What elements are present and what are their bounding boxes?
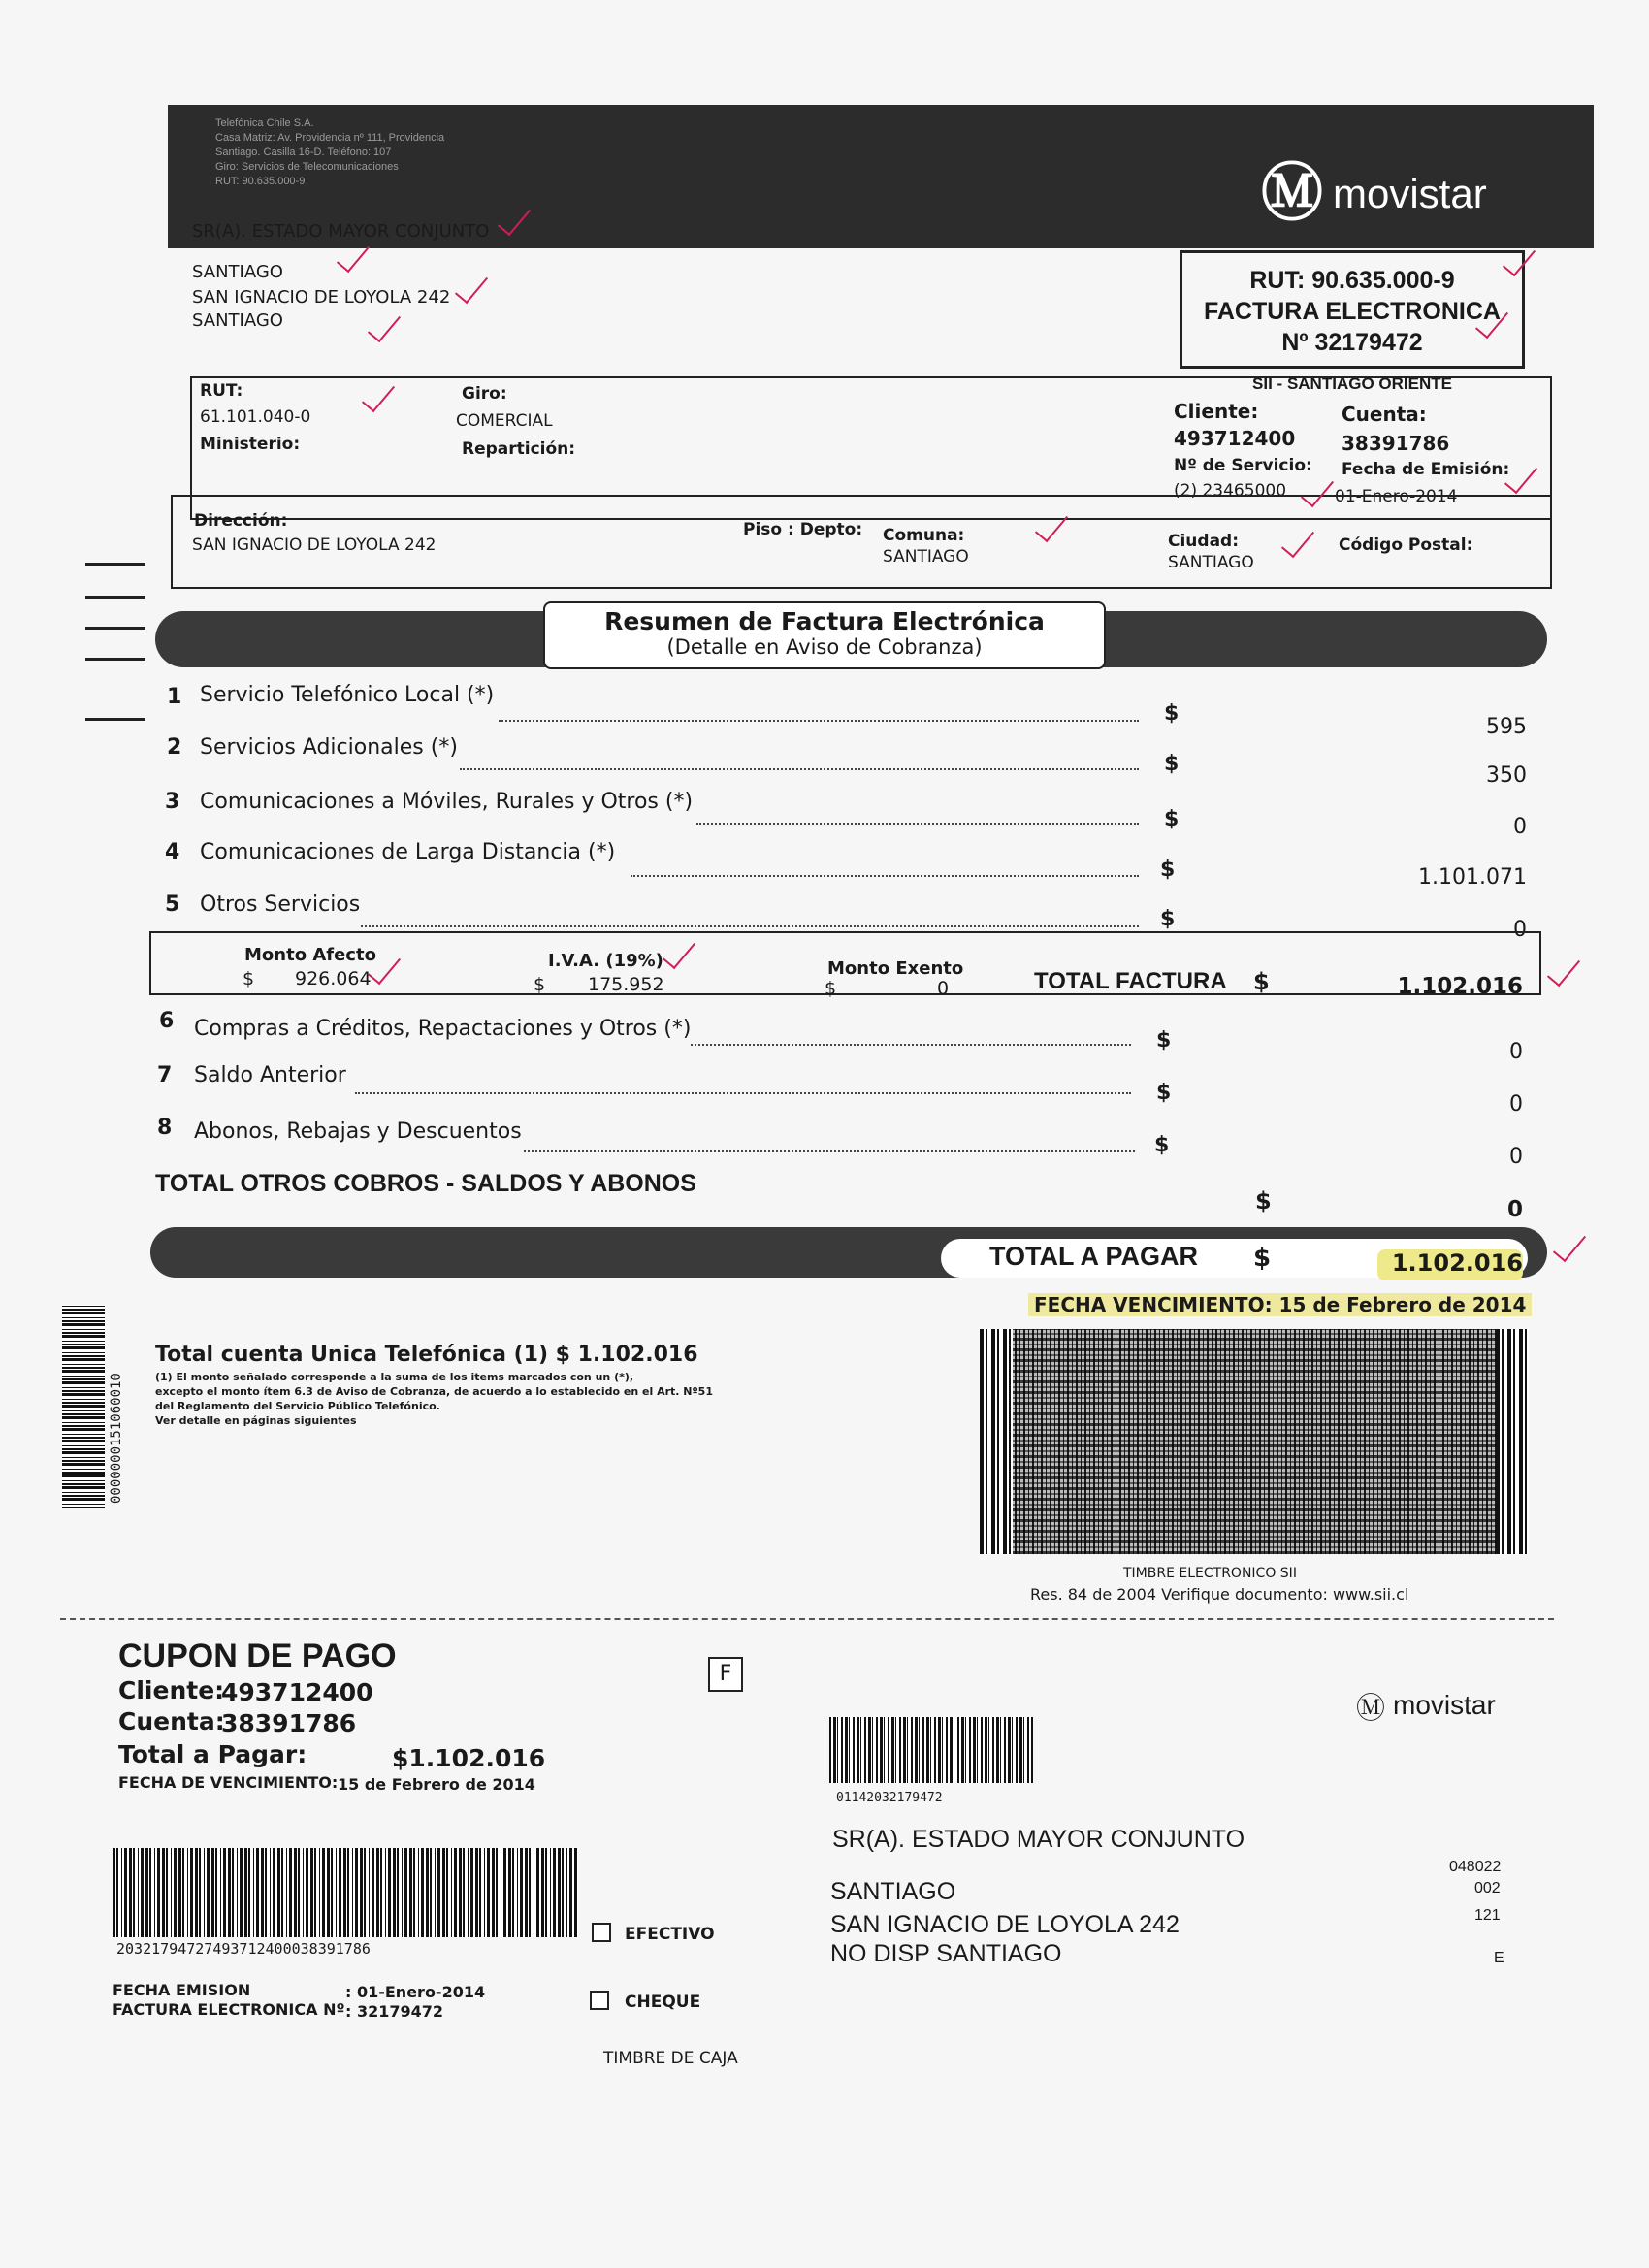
efectivo-label: EFECTIVO <box>625 1925 715 1944</box>
item-label: Abonos, Rebajas y Descuentos <box>194 1119 522 1144</box>
company-line: Telefónica Chile S.A. <box>215 117 314 129</box>
leader-dots <box>460 768 1139 770</box>
direccion-value: SAN IGNACIO DE LOYOLA 242 <box>192 535 436 555</box>
item-number: 4 <box>165 840 180 864</box>
item-amount: 0 <box>1509 1145 1523 1169</box>
timbre-caja-label: TIMBRE DE CAJA <box>603 2049 738 2068</box>
invoice-id-box <box>1180 250 1525 369</box>
movistar-logo <box>1261 155 1610 233</box>
iva-value: 175.952 <box>588 974 664 995</box>
summary-title: Resumen de Factura Electrónica <box>604 607 1045 635</box>
currency-sign: $ <box>824 978 837 999</box>
routing-code: 048022 <box>1449 1859 1502 1875</box>
currency-sign: $ <box>534 974 546 995</box>
item-number: 1 <box>167 685 182 709</box>
coupon-emision: : 01-Enero-2014 <box>345 1983 486 2001</box>
check-mark <box>662 941 700 970</box>
item-amount: 1.101.071 <box>1418 865 1527 890</box>
currency-sign: $ <box>1156 1028 1172 1053</box>
coupon-address-line: SAN IGNACIO DE LOYOLA 242 <box>830 1911 1180 1938</box>
item-label: Servicios Adicionales (*) <box>200 735 458 760</box>
customer-rut: 61.101.040-0 <box>200 407 311 427</box>
item-number: 5 <box>165 892 180 917</box>
total-otros-label: TOTAL OTROS COBROS - SALDOS Y ABONOS <box>155 1170 696 1197</box>
check-mark <box>454 275 493 305</box>
rut-label: RUT: <box>200 381 243 401</box>
company-line: Santiago. Casilla 16-D. Teléfono: 107 <box>215 146 392 158</box>
coupon-address-line: SANTIAGO <box>830 1878 956 1905</box>
currency-sign: $ <box>1255 1187 1272 1215</box>
document-type: FACTURA ELECTRONICA <box>1203 298 1501 325</box>
footnote-line: (1) El monto señalado corresponde a la suma de los items marcados con un (*), <box>155 1371 634 1383</box>
footnote-line: excepto el monto ítem 6.3 de Aviso de Cobranza, de acuerdo a lo establecido en el Art. Nº51 <box>155 1385 713 1398</box>
summary-subtitle: (Detalle en Aviso de Cobranza) <box>666 635 983 659</box>
piso-label: Piso : Depto: <box>743 520 863 539</box>
currency-sign: $ <box>1164 752 1180 776</box>
footnote-line: Ver detalle en páginas siguientes <box>155 1414 357 1427</box>
item-number: 8 <box>157 1116 173 1140</box>
timbre-line: TIMBRE ELECTRONICO SII <box>1123 1566 1297 1581</box>
routing-code: 121 <box>1474 1907 1501 1924</box>
exento-value: 0 <box>937 978 950 999</box>
customer-cuenta: 38391786 <box>1342 432 1450 455</box>
check-mark <box>1474 310 1513 340</box>
item-label: Comunicaciones a Móviles, Rurales y Otros (*) <box>200 790 694 814</box>
leader-dots <box>361 925 1139 927</box>
leader-dots <box>499 720 1139 722</box>
due-date: FECHA VENCIMIENTO: 15 de Febrero de 2014 <box>1028 1293 1532 1316</box>
coupon-title: CUPON DE PAGO <box>118 1637 397 1674</box>
check-mark <box>367 956 405 986</box>
check-mark <box>497 208 535 237</box>
company-line: Giro: Servicios de Telecomunicaciones <box>215 161 399 173</box>
brand-name: movistar <box>1393 1690 1496 1720</box>
item-amount: 0 <box>1509 1092 1523 1117</box>
coupon-cuenta: 38391786 <box>221 1709 357 1737</box>
check-mark <box>1552 1234 1591 1263</box>
coupon-movistar-logo <box>1356 1686 1569 1725</box>
coupon-address-line: NO DISP SANTIAGO <box>830 1940 1062 1967</box>
coupon-payment-barcode-number: 20321794727493712400038391786 <box>116 1940 371 1958</box>
coupon-total-label: Total a Pagar: <box>118 1740 307 1768</box>
customer-cliente: 493712400 <box>1174 427 1296 450</box>
exento-label: Monto Exento <box>827 958 964 979</box>
coupon-factura: : 32179472 <box>345 2002 444 2021</box>
currency-sign: $ <box>1253 1244 1272 1273</box>
footnote-line: del Reglamento del Servicio Público Telefónico. <box>155 1400 440 1412</box>
issuer-rut: RUT: 90.635.000-9 <box>1249 267 1455 294</box>
brand-name: movistar <box>1333 171 1487 216</box>
summary-title-box <box>543 601 1106 669</box>
currency-sign: $ <box>242 968 255 989</box>
customer-giro: COMERCIAL <box>456 411 553 431</box>
efectivo-checkbox[interactable] <box>592 1923 611 1942</box>
f-box: F <box>708 1657 743 1692</box>
check-mark <box>1504 466 1542 495</box>
company-info <box>215 116 584 189</box>
check-mark <box>1300 479 1339 508</box>
address-line: SANTIAGO <box>192 310 283 331</box>
coupon-barcode <box>829 1717 1033 1783</box>
currency-sign: $ <box>1253 968 1270 995</box>
item-label: Compras a Créditos, Repactaciones y Otros (*) <box>194 1017 692 1041</box>
company-line: Casa Matriz: Av. Providencia nº 111, Providencia <box>215 132 445 144</box>
emision-label: Fecha de Emisión: <box>1342 460 1510 479</box>
coupon-factura-label: FACTURA ELECTRONICA Nº <box>113 2000 345 2019</box>
coupon-cliente-label: Cliente: <box>118 1676 225 1704</box>
coupon-cliente: 493712400 <box>221 1678 373 1706</box>
comuna-label: Comuna: <box>883 526 965 545</box>
item-amount: 595 <box>1486 715 1527 739</box>
check-mark <box>367 314 405 343</box>
check-mark <box>1280 530 1319 559</box>
item-label: Saldo Anterior <box>194 1063 346 1087</box>
addressee-name: SR(A). ESTADO MAYOR CONJUNTO <box>192 221 490 242</box>
item-number: 2 <box>167 735 182 760</box>
item-number: 6 <box>159 1009 175 1033</box>
total-pagar-value: 1.102.016 <box>1377 1249 1523 1280</box>
item-amount: 0 <box>1509 1040 1523 1064</box>
customer-emision: 01-Enero-2014 <box>1335 487 1458 506</box>
giro-label: Giro: <box>462 384 507 404</box>
total-pagar-label: TOTAL A PAGAR <box>989 1242 1198 1271</box>
cuenta-label: Cuenta: <box>1342 403 1427 426</box>
ministerio-label: Ministerio: <box>200 435 301 454</box>
check-mark <box>361 384 400 413</box>
item-number: 7 <box>157 1063 173 1087</box>
movistar-m-icon: Ⓜ <box>1261 158 1317 230</box>
servicio-label: Nº de Servicio: <box>1174 456 1312 475</box>
reparticion-label: Repartición: <box>462 439 576 459</box>
cut-line <box>60 1618 1554 1620</box>
coupon-cuenta-label: Cuenta: <box>118 1707 225 1735</box>
check-mark <box>1034 514 1073 543</box>
cheque-label: CHEQUE <box>625 1993 701 2012</box>
direccion-label: Dirección: <box>194 511 288 531</box>
coupon-addressee: SR(A). ESTADO MAYOR CONJUNTO <box>832 1826 1245 1853</box>
total-otros-value: 0 <box>1506 1197 1523 1222</box>
currency-sign: $ <box>1164 807 1180 831</box>
address-line: SAN IGNACIO DE LOYOLA 242 <box>192 287 451 308</box>
coupon-due-date: 15 de Febrero de 2014 <box>338 1775 535 1794</box>
check-mark <box>1502 248 1540 277</box>
item-amount: 350 <box>1486 763 1527 788</box>
coupon-emision-label: FECHA EMISION <box>113 1981 251 1999</box>
vertical-barcode-number: 0000000151060010 <box>109 1373 124 1504</box>
total-factura-label: TOTAL FACTURA <box>1034 968 1227 994</box>
cheque-checkbox[interactable] <box>590 1991 609 2010</box>
comuna-value: SANTIAGO <box>883 547 969 567</box>
postal-label: Código Postal: <box>1339 535 1473 555</box>
sii-office: SII - SANTIAGO ORIENTE <box>1252 374 1452 393</box>
ciudad-label: Ciudad: <box>1168 532 1240 551</box>
cliente-label: Cliente: <box>1174 400 1259 423</box>
leader-dots <box>696 823 1139 825</box>
vertical-barcode <box>62 1305 105 1508</box>
footnote-block <box>155 1370 776 1428</box>
item-label: Otros Servicios <box>200 892 361 917</box>
address-line: SANTIAGO <box>192 262 283 282</box>
item-amount: 0 <box>1513 918 1527 942</box>
currency-sign: $ <box>1164 701 1180 726</box>
item-label: Servicio Telefónico Local (*) <box>200 683 495 707</box>
leader-dots <box>355 1092 1131 1094</box>
coupon-due-label: FECHA DE VENCIMIENTO: <box>118 1773 339 1792</box>
item-number: 3 <box>165 790 180 814</box>
currency-sign: $ <box>1160 858 1176 882</box>
invoice-number: Nº 32179472 <box>1281 329 1423 356</box>
coupon-payment-barcode <box>113 1848 578 1937</box>
leader-dots <box>630 875 1139 877</box>
check-mark <box>336 244 374 274</box>
total-factura-value: 1.102.016 <box>1397 974 1523 999</box>
afecto-label: Monto Afecto <box>244 945 376 965</box>
currency-sign: $ <box>1160 907 1176 931</box>
routing-code: E <box>1494 1950 1504 1966</box>
check-mark <box>1546 958 1585 988</box>
coupon-total: $1.102.016 <box>392 1744 546 1772</box>
coupon-barcode-number: 01142032179472 <box>836 1791 943 1805</box>
pdf417-barcode <box>980 1329 1529 1554</box>
afecto-value: 926.064 <box>295 968 372 989</box>
movistar-m-icon: Ⓜ <box>1356 1692 1385 1726</box>
ciudad-value: SANTIAGO <box>1168 553 1254 572</box>
routing-code: 002 <box>1474 1880 1501 1896</box>
customer-servicio: (2) 23465000 <box>1174 481 1287 501</box>
item-label: Comunicaciones de Larga Distancia (*) <box>200 840 616 864</box>
iva-label: I.V.A. (19%) <box>548 951 663 971</box>
leader-dots <box>524 1150 1135 1152</box>
item-amount: 0 <box>1513 815 1527 839</box>
leader-dots <box>691 1044 1131 1046</box>
currency-sign: $ <box>1156 1081 1172 1105</box>
timbre-line: Res. 84 de 2004 Verifique documento: www.sii.cl <box>1030 1585 1409 1604</box>
currency-sign: $ <box>1154 1133 1170 1157</box>
total-cuenta-unica: Total cuenta Unica Telefónica (1) $ 1.102.016 <box>155 1343 698 1367</box>
company-line: RUT: 90.635.000-9 <box>215 176 306 187</box>
